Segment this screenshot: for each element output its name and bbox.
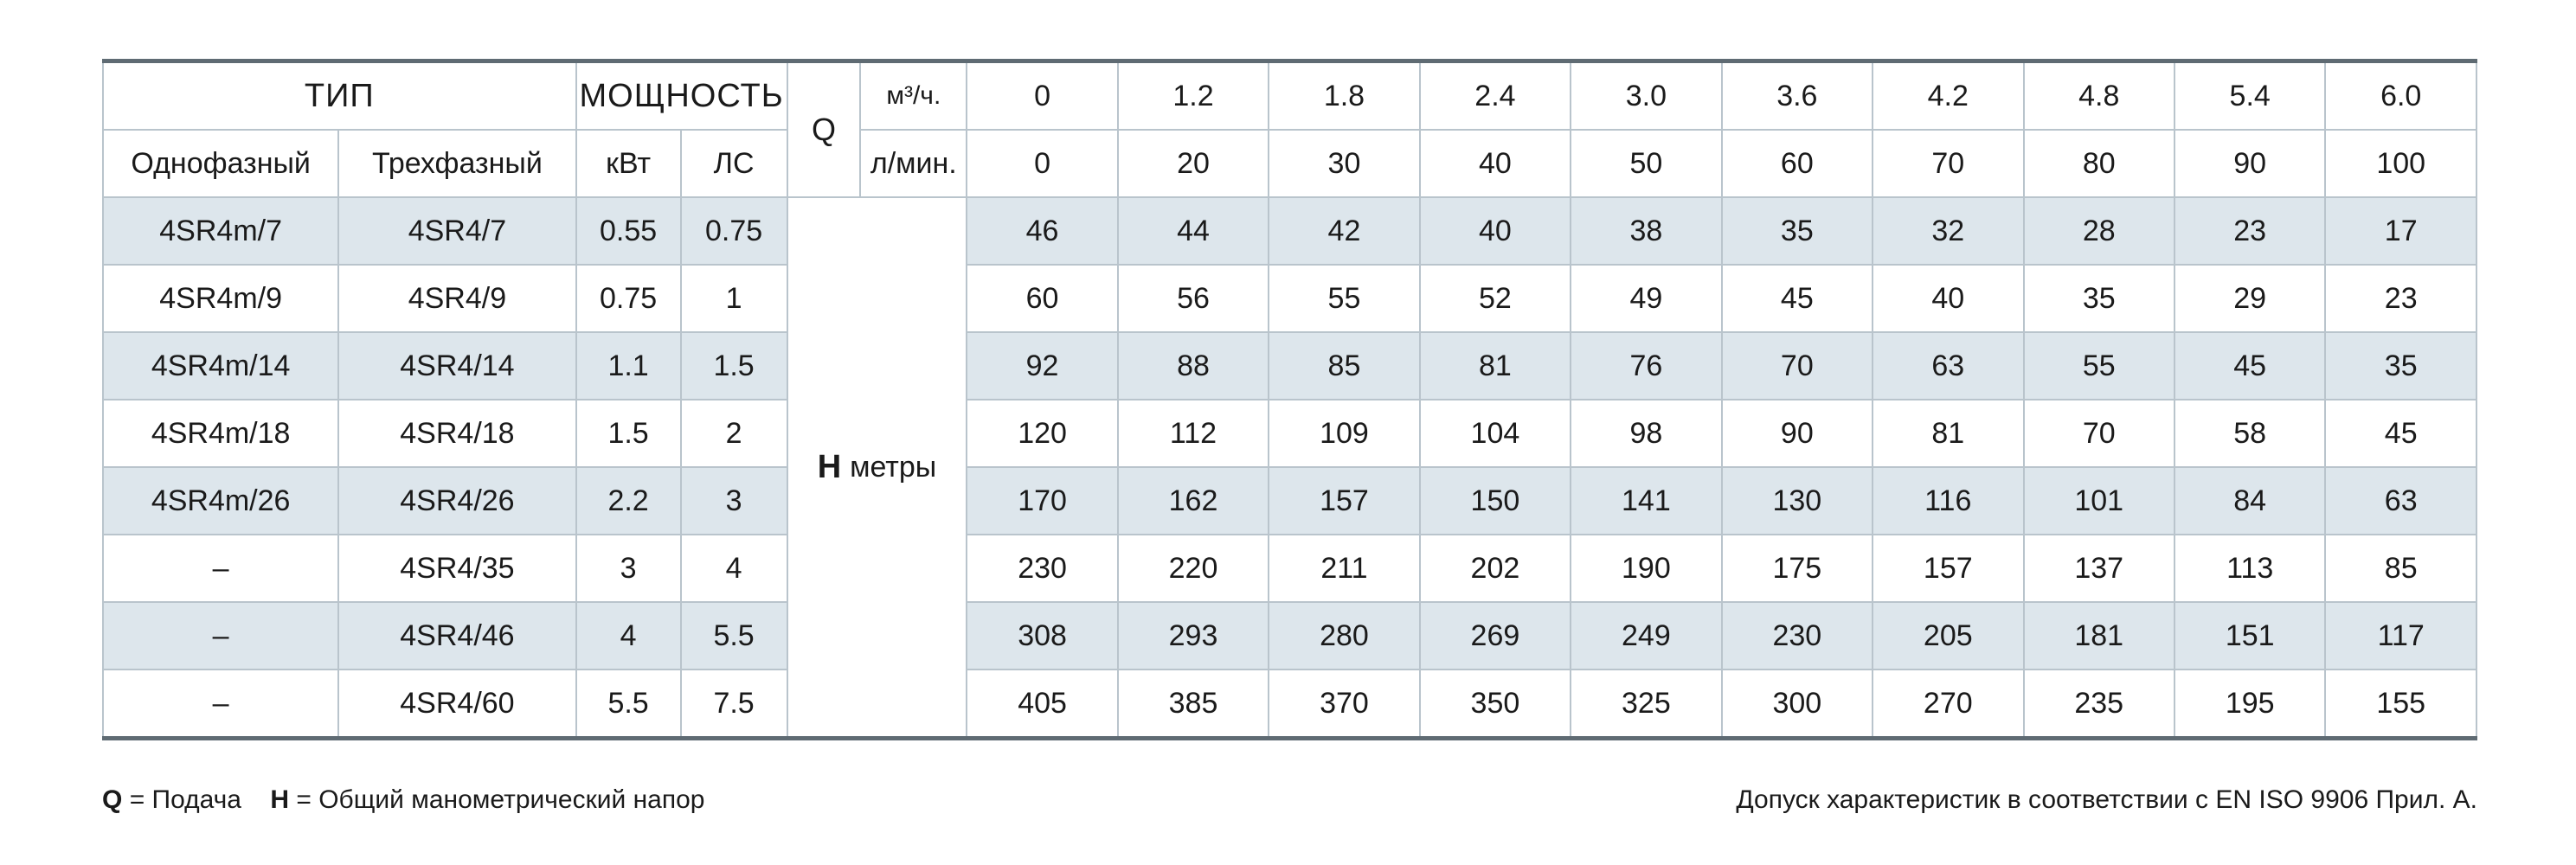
header-hp: ЛС [681,130,787,197]
cell-head-9: 17 [2325,197,2476,265]
cell-single-phase: 4SR4m/14 [103,332,338,400]
header-unit-m3h: м³/ч. [860,61,967,131]
cell-head-6: 32 [1873,197,2023,265]
table-row [103,197,2476,265]
pump-performance-table [102,59,2477,740]
cell-head-1: 385 [1118,670,1269,739]
cell-single-phase: 4SR4m/7 [103,197,338,265]
h-unit: метры [850,450,937,484]
cell-head-1: 44 [1118,197,1269,265]
cell-head-7: 137 [2024,535,2175,602]
header-type-title: ТИП [103,61,576,131]
cell-head-4: 98 [1571,400,1721,467]
cell-head-3: 104 [1420,400,1571,467]
cell-head-7: 35 [2024,265,2175,332]
flow-lmin-7: 80 [2024,130,2175,197]
cell-kw: 1.5 [576,400,681,467]
cell-hp: 1.5 [681,332,787,400]
flow-lmin-6: 70 [1873,130,2023,197]
cell-three-phase: 4SR4/60 [338,670,575,739]
cell-head-9: 85 [2325,535,2476,602]
cell-head-6: 157 [1873,535,2023,602]
cell-head-9: 155 [2325,670,2476,739]
cell-three-phase: 4SR4/7 [338,197,575,265]
cell-single-phase: 4SR4m/26 [103,467,338,535]
cell-head-7: 70 [2024,400,2175,467]
cell-head-8: 45 [2175,332,2325,400]
cell-head-6: 40 [1873,265,2023,332]
legend-q-symbol: Q [102,785,123,814]
cell-head-8: 29 [2175,265,2325,332]
cell-head-3: 269 [1420,602,1571,670]
cell-head-2: 280 [1269,602,1419,670]
cell-head-4: 49 [1571,265,1721,332]
flow-m3h-1: 1.2 [1118,61,1269,131]
cell-head-3: 52 [1420,265,1571,332]
cell-head-1: 88 [1118,332,1269,400]
cell-head-0: 120 [967,400,1117,467]
cell-head-6: 116 [1873,467,2023,535]
cell-head-0: 60 [967,265,1117,332]
cell-head-8: 58 [2175,400,2325,467]
cell-head-2: 370 [1269,670,1419,739]
cell-head-5: 90 [1722,400,1873,467]
header-q-symbol: Q [787,61,861,198]
flow-m3h-3: 2.4 [1420,61,1571,131]
legend-h-text: = Общий манометрический напор [296,785,705,814]
cell-head-9: 45 [2325,400,2476,467]
h-symbol: H [817,448,842,485]
table-row [103,265,2476,332]
cell-head-0: 46 [967,197,1117,265]
cell-head-3: 202 [1420,535,1571,602]
flow-lmin-8: 90 [2175,130,2325,197]
cell-head-6: 270 [1873,670,2023,739]
header-row-units-lmin [103,130,2476,197]
table-row [103,535,2476,602]
cell-head-4: 190 [1571,535,1721,602]
cell-head-9: 23 [2325,265,2476,332]
flow-m3h-0: 0 [967,61,1117,131]
cell-three-phase: 4SR4/14 [338,332,575,400]
cell-kw: 2.2 [576,467,681,535]
flow-lmin-2: 30 [1269,130,1419,197]
cell-three-phase: 4SR4/9 [338,265,575,332]
cell-head-0: 92 [967,332,1117,400]
cell-head-5: 35 [1722,197,1873,265]
cell-three-phase: 4SR4/35 [338,535,575,602]
cell-head-1: 293 [1118,602,1269,670]
cell-kw: 3 [576,535,681,602]
cell-head-3: 150 [1420,467,1571,535]
cell-head-7: 28 [2024,197,2175,265]
cell-head-7: 181 [2024,602,2175,670]
header-unit-lmin: л/мин. [860,130,967,197]
cell-head-9: 117 [2325,602,2476,670]
cell-head-5: 130 [1722,467,1873,535]
cell-single-phase: – [103,670,338,739]
cell-head-4: 76 [1571,332,1721,400]
cell-three-phase: 4SR4/26 [338,467,575,535]
cell-head-5: 45 [1722,265,1873,332]
cell-head-1: 56 [1118,265,1269,332]
cell-head-3: 350 [1420,670,1571,739]
cell-single-phase: – [103,602,338,670]
cell-head-9: 63 [2325,467,2476,535]
cell-head-1: 220 [1118,535,1269,602]
cell-head-5: 300 [1722,670,1873,739]
cell-head-1: 112 [1118,400,1269,467]
cell-head-2: 55 [1269,265,1419,332]
cell-hp: 5.5 [681,602,787,670]
cell-head-0: 405 [967,670,1117,739]
flow-m3h-4: 3.0 [1571,61,1721,131]
cell-head-0: 308 [967,602,1117,670]
cell-head-2: 42 [1269,197,1419,265]
cell-single-phase: 4SR4m/9 [103,265,338,332]
cell-single-phase: 4SR4m/18 [103,400,338,467]
flow-lmin-5: 60 [1722,130,1873,197]
cell-kw: 5.5 [576,670,681,739]
cell-head-6: 63 [1873,332,2023,400]
standard-note: Допуск характеристик в соответствии с EN ISO 9906 Прил. А. [1736,785,2477,814]
legend-h-symbol: H [270,785,289,814]
legend [102,785,704,815]
cell-kw: 0.55 [576,197,681,265]
cell-head-4: 249 [1571,602,1721,670]
cell-head-1: 162 [1118,467,1269,535]
header-three-phase: Трехфазный [338,130,575,197]
cell-kw: 1.1 [576,332,681,400]
cell-head-6: 205 [1873,602,2023,670]
flow-m3h-8: 5.4 [2175,61,2325,131]
cell-head-8: 195 [2175,670,2325,739]
flow-m3h-7: 4.8 [2024,61,2175,131]
flow-lmin-1: 20 [1118,130,1269,197]
cell-head-5: 230 [1722,602,1873,670]
pump-performance-table-container [102,59,2477,740]
cell-head-4: 325 [1571,670,1721,739]
cell-head-8: 84 [2175,467,2325,535]
table-row [103,670,2476,739]
cell-head-7: 55 [2024,332,2175,400]
flow-m3h-6: 4.2 [1873,61,2023,131]
cell-hp: 1 [681,265,787,332]
cell-hp: 3 [681,467,787,535]
table-row [103,467,2476,535]
legend-q-text: = Подача [129,785,241,814]
cell-hp: 2 [681,400,787,467]
cell-kw: 4 [576,602,681,670]
table-row [103,400,2476,467]
cell-hp: 4 [681,535,787,602]
flow-m3h-5: 3.6 [1722,61,1873,131]
cell-head-0: 170 [967,467,1117,535]
cell-head-5: 175 [1722,535,1873,602]
cell-head-2: 85 [1269,332,1419,400]
cell-hp: 7.5 [681,670,787,739]
cell-head-2: 157 [1269,467,1419,535]
cell-head-8: 23 [2175,197,2325,265]
cell-head-4: 141 [1571,467,1721,535]
cell-kw: 0.75 [576,265,681,332]
flow-lmin-4: 50 [1571,130,1721,197]
cell-head-0: 230 [967,535,1117,602]
flow-lmin-9: 100 [2325,130,2476,197]
table-footer [102,785,2477,815]
cell-three-phase: 4SR4/18 [338,400,575,467]
cell-head-4: 38 [1571,197,1721,265]
cell-head-3: 81 [1420,332,1571,400]
header-row-units-m3h [103,61,2476,131]
h-label-cell [787,197,967,739]
header-single-phase: Однофазный [103,130,338,197]
cell-head-2: 109 [1269,400,1419,467]
cell-head-3: 40 [1420,197,1571,265]
cell-hp: 0.75 [681,197,787,265]
flow-lmin-0: 0 [967,130,1117,197]
table-row [103,602,2476,670]
flow-lmin-3: 40 [1420,130,1571,197]
header-kw: кВт [576,130,681,197]
cell-head-8: 151 [2175,602,2325,670]
table-row [103,332,2476,400]
header-power-title: МОЩНОСТЬ [576,61,787,131]
cell-head-9: 35 [2325,332,2476,400]
cell-head-5: 70 [1722,332,1873,400]
cell-single-phase: – [103,535,338,602]
flow-m3h-9: 6.0 [2325,61,2476,131]
cell-head-7: 235 [2024,670,2175,739]
cell-head-8: 113 [2175,535,2325,602]
cell-head-7: 101 [2024,467,2175,535]
cell-head-2: 211 [1269,535,1419,602]
cell-head-6: 81 [1873,400,2023,467]
cell-three-phase: 4SR4/46 [338,602,575,670]
flow-m3h-2: 1.8 [1269,61,1419,131]
